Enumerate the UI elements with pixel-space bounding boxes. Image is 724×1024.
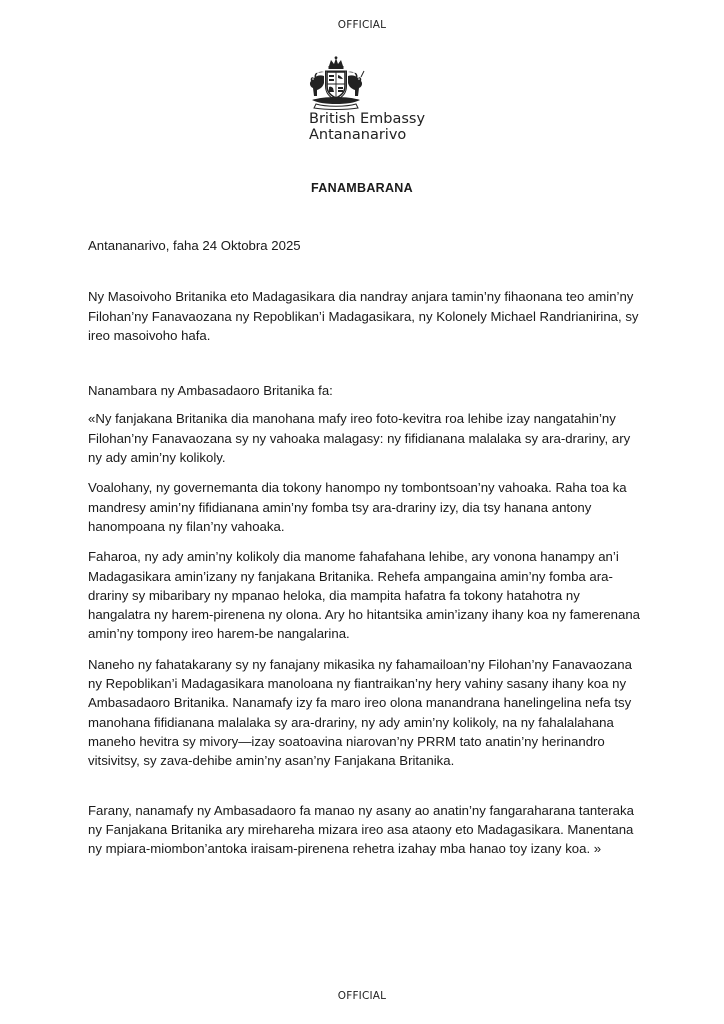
embassy-name [309,111,425,143]
royal-coat-of-arms-icon [306,56,366,110]
document-body [88,236,644,858]
dateline: Antananarivo, faha 24 Oktobra 2025 [88,238,301,253]
classification-marking-bottom: OFFICIAL [337,990,387,1002]
statement-lead: Nanambara ny Ambasadaoro Britanika fa: [88,383,333,399]
closing-paragraph: Farany, nanamafy ny Ambasadaoro fa manao ny asany ao anatin’ny fangaraharana tanteraka ny Fanjakana Britanika ary mirehareha mizara ireo asa ataony eto Madagasikara. Manentana ny mpiara-miombon’antoka iraisam-pirenena rehetra izahay mba hanao toy izany koa. » [88,802,634,857]
document-title: FANAMBARANA [311,181,413,195]
statement-paragraph: «Ny fanjakana Britanika dia manohana mafy ireo foto-kevitra roa lehibe izay nangatahin’ny Filohan’ny Fanavaozana sy ny vahoaka malagasy: ny fifidianana malalaka sy ara-drariny, ary ny ady amin’ny kolikoly. [88,411,631,466]
statement-paragraph: Naneho ny fahatakarany sy ny fanajany mikasika ny fahamailoan’ny Filohan’ny Fanavaozana ny Repoblikan’i Madagasikara manoloana ny fiantraikan’ny hery vahiny sasany ihany koa ny Ambasadaoro Britanika. Nanamafy izy fa maro ireo olona manandrana hanelingelina nefa tsy manohana fifidianana malalaka sy ara-drariny, ny ady amin’ny kolikoly, na ny fahalalahana maneho hevitra sy mivory—izay soatoavina niarovan’ny PRRM tato anatin’ny herinandro vitsivitsy, sy zava-dehibe amin’ny asan’ny Fanjakana Britanika. [88,656,632,769]
intro-paragraph: Ny Masoivoho Britanika eto Madagasikara dia nandray anjara tamin’ny fihaonana teo amin’ny Filohan’ny Fanavaozana ny Repoblikan’i Madagasikara, ny Kolonely Michael Randrianirina, sy ireo masoivoho hafa. [88,289,639,343]
embassy-name-line2: Antananarivo [309,127,407,143]
classification-marking-top: OFFICIAL [337,19,387,31]
statement-paragraph: Faharoa, ny ady amin’ny kolikoly dia manome fahafahana lehibe, ary vonona hanampy an’i Madagasikara amin’izany ny fanjakana Britanika. Rehefa ampangaina amin’ny fomba ara-drariny sy mibaribary ny mpanao heloka, dia mampita hafatra fa tokony hatahotra ny hangalatra ny harem-pirenena ny olona. Ary ho hitantsika amin’izany ihany koa ny famerenana amin’ny tompony ireo harem-be nangalarina. [88,549,641,642]
statement-paragraph: Voalohany, ny governemanta dia tokony hanompo ny tombontsoan’ny vahoaka. Raha toa ka mandresy amin’ny fifidianana amin’ny fomba tsy ara-drariny izy, dia tsy hanana antony hanompoana ny filan’ny vahoaka. [88,480,627,534]
embassy-name-line1: British Embassy [309,111,426,127]
